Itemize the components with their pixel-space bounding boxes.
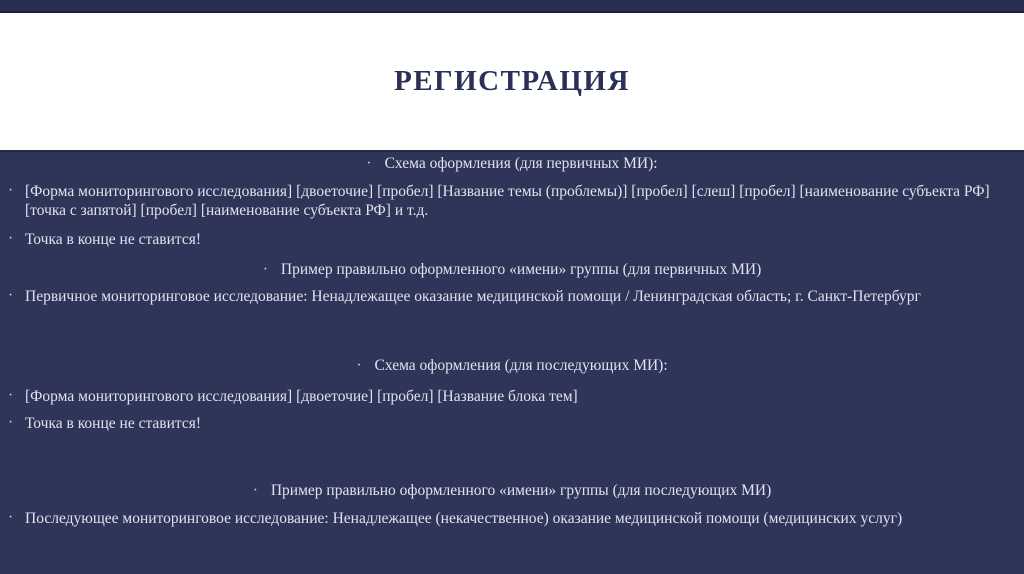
list-item-text: Точка в конце не ставится! <box>25 415 202 432</box>
bullet-icon: · <box>8 387 14 404</box>
list-item <box>0 154 1024 173</box>
list-item-text: Последующее мониторинговое исследование: Ненадлежащее (некачественное) оказание медицинской помощи (медицинских услуг) <box>25 510 903 527</box>
bullet-icon: · <box>8 287 14 304</box>
bullet-icon: · <box>8 414 14 431</box>
list-item-text: [Форма мониторингового исследования] [двоеточие] [пробел] [Название блока тем] <box>25 388 578 405</box>
list-item-text: [Форма мониторингового исследования] [двоеточие] [пробел] [Название темы (проблемы)] [пробел] [слеш] [пробел] [наименование субъекта РФ] [точка с запятой] [пробел] [наименование субъекта РФ] и т.д. <box>25 183 990 219</box>
bullet-icon: · <box>356 357 362 374</box>
list-item <box>0 182 1024 220</box>
bullet-icon: · <box>8 230 14 247</box>
bullet-icon: · <box>262 261 268 278</box>
list-item <box>0 481 1024 500</box>
bullet-icon: · <box>8 182 14 199</box>
list-item-text: Точка в конце не ставится! <box>25 231 202 248</box>
list-item <box>0 414 1024 433</box>
list-item <box>0 287 1024 306</box>
list-item-text: Схема оформления (для последующих МИ): <box>374 357 668 374</box>
list-item-text: Пример правильно оформленного «имени» группы (для последующих МИ) <box>270 482 772 499</box>
list-item <box>0 509 1024 528</box>
list-item-text: Схема оформления (для первичных МИ): <box>384 155 658 172</box>
content-panel <box>0 150 1024 574</box>
bullet-icon: · <box>366 155 372 172</box>
list-item <box>0 387 1024 406</box>
list-item <box>0 356 1024 375</box>
top-accent-band <box>0 0 1024 13</box>
page-title: РЕГИСТРАЦИЯ <box>394 65 630 97</box>
list-item <box>0 230 1024 249</box>
list-item <box>0 260 1024 279</box>
bullet-icon: · <box>8 509 14 526</box>
title-band <box>0 13 1024 150</box>
list-item-text: Первичное мониторинговое исследование: Ненадлежащее оказание медицинской помощи / Ленинградская область; г. Санкт-Петербург <box>25 288 921 305</box>
list-item-text: Пример правильно оформленного «имени» группы (для первичных МИ) <box>280 261 762 278</box>
bullet-icon: · <box>252 482 258 499</box>
